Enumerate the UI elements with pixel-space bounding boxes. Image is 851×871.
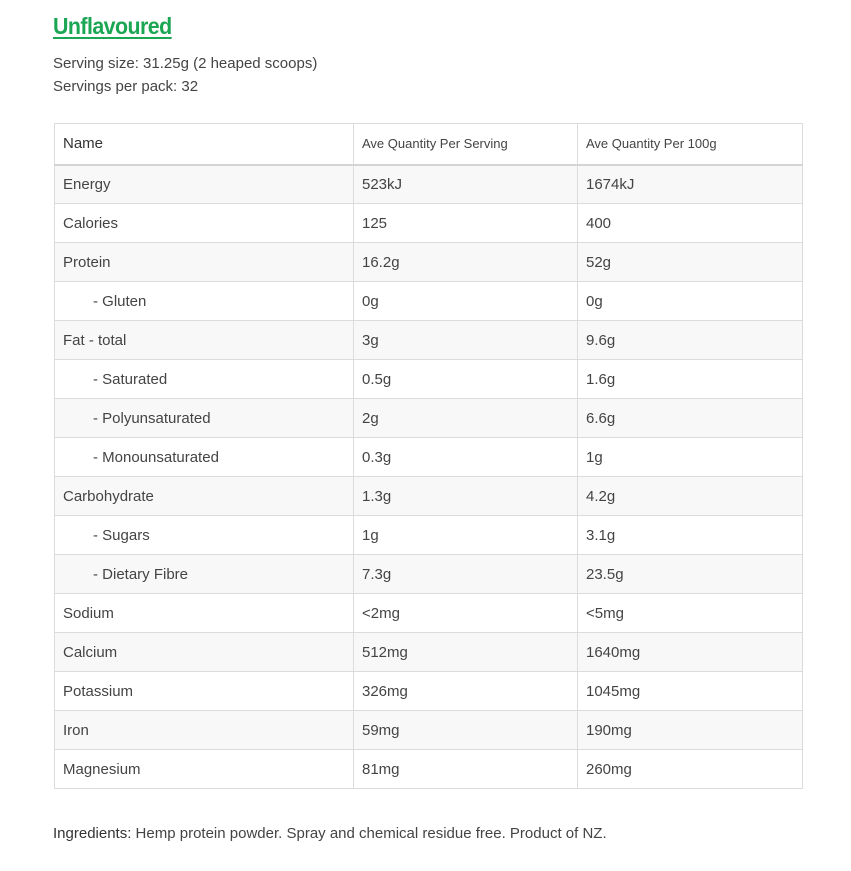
per-100g-cell: 6.6g bbox=[578, 399, 803, 438]
per-100g-cell: 9.6g bbox=[578, 321, 803, 360]
ingredients-text: Hemp protein powder. Spray and chemical residue free. Product of NZ. bbox=[131, 825, 607, 842]
nutrient-name-cell: Energy bbox=[55, 165, 354, 204]
table-row bbox=[55, 594, 803, 633]
nutrient-name-cell: - Sugars bbox=[55, 516, 354, 555]
per-serving-cell: 0.5g bbox=[354, 360, 578, 399]
header-name: Name bbox=[55, 124, 354, 165]
per-serving-cell: 3g bbox=[354, 321, 578, 360]
per-serving-cell: 59mg bbox=[354, 711, 578, 750]
table-row bbox=[55, 165, 803, 204]
table-row bbox=[55, 360, 803, 399]
per-serving-cell: 2g bbox=[354, 399, 578, 438]
per-100g-cell: 260mg bbox=[578, 750, 803, 789]
nutrient-name-cell: Iron bbox=[55, 711, 354, 750]
per-serving-cell: 512mg bbox=[354, 633, 578, 672]
per-serving-cell: 16.2g bbox=[354, 243, 578, 282]
per-100g-cell: 52g bbox=[578, 243, 803, 282]
per-serving-cell: 0g bbox=[354, 282, 578, 321]
nutrient-name-cell: - Polyunsaturated bbox=[55, 399, 354, 438]
table-row bbox=[55, 633, 803, 672]
serving-size-text: Serving size: 31.25g (2 heaped scoops) bbox=[53, 55, 318, 72]
per-100g-cell: 1.6g bbox=[578, 360, 803, 399]
nutrient-name-cell: Magnesium bbox=[55, 750, 354, 789]
nutrient-name-cell: Calcium bbox=[55, 633, 354, 672]
nutrient-name-cell: Calories bbox=[55, 204, 354, 243]
per-100g-cell: 1674kJ bbox=[578, 165, 803, 204]
header-per-100g: Ave Quantity Per 100g bbox=[578, 124, 803, 165]
per-100g-cell: 3.1g bbox=[578, 516, 803, 555]
per-serving-cell: 125 bbox=[354, 204, 578, 243]
per-serving-cell: 81mg bbox=[354, 750, 578, 789]
table-header-row bbox=[55, 124, 803, 165]
per-100g-cell: 190mg bbox=[578, 711, 803, 750]
per-100g-cell: 1045mg bbox=[578, 672, 803, 711]
table-row bbox=[55, 399, 803, 438]
ingredients-label: Ingredients: bbox=[53, 825, 132, 842]
ingredients-line bbox=[53, 825, 607, 842]
table-row bbox=[55, 477, 803, 516]
per-serving-cell: 1g bbox=[354, 516, 578, 555]
table-row bbox=[55, 711, 803, 750]
table-row bbox=[55, 750, 803, 789]
table-row bbox=[55, 204, 803, 243]
table-row bbox=[55, 243, 803, 282]
nutrient-name-cell: - Saturated bbox=[55, 360, 354, 399]
nutrition-table bbox=[54, 123, 803, 789]
nutrient-name-cell: - Dietary Fibre bbox=[55, 555, 354, 594]
nutrition-table-body bbox=[55, 165, 803, 789]
table-row bbox=[55, 672, 803, 711]
nutrient-name-cell: Potassium bbox=[55, 672, 354, 711]
nutrient-name-cell: Protein bbox=[55, 243, 354, 282]
per-100g-cell: 4.2g bbox=[578, 477, 803, 516]
per-serving-cell: 1.3g bbox=[354, 477, 578, 516]
per-100g-cell: 0g bbox=[578, 282, 803, 321]
header-per-serving: Ave Quantity Per Serving bbox=[354, 124, 578, 165]
nutrient-name-cell: Sodium bbox=[55, 594, 354, 633]
servings-per-pack-text: Servings per pack: 32 bbox=[53, 78, 199, 95]
nutrient-name-cell: - Monounsaturated bbox=[55, 438, 354, 477]
per-100g-cell: 1640mg bbox=[578, 633, 803, 672]
product-variant-title: Unflavoured bbox=[53, 13, 172, 39]
nutrient-name-cell: - Gluten bbox=[55, 282, 354, 321]
per-100g-cell: 400 bbox=[578, 204, 803, 243]
table-row bbox=[55, 321, 803, 360]
per-serving-cell: 0.3g bbox=[354, 438, 578, 477]
per-100g-cell: <5mg bbox=[578, 594, 803, 633]
per-serving-cell: 523kJ bbox=[354, 165, 578, 204]
nutrient-name-cell: Fat - total bbox=[55, 321, 354, 360]
per-100g-cell: 23.5g bbox=[578, 555, 803, 594]
per-serving-cell: 326mg bbox=[354, 672, 578, 711]
table-row bbox=[55, 555, 803, 594]
table-row bbox=[55, 438, 803, 477]
table-row bbox=[55, 516, 803, 555]
table-row bbox=[55, 282, 803, 321]
per-serving-cell: 7.3g bbox=[354, 555, 578, 594]
per-100g-cell: 1g bbox=[578, 438, 803, 477]
nutrient-name-cell: Carbohydrate bbox=[55, 477, 354, 516]
per-serving-cell: <2mg bbox=[354, 594, 578, 633]
